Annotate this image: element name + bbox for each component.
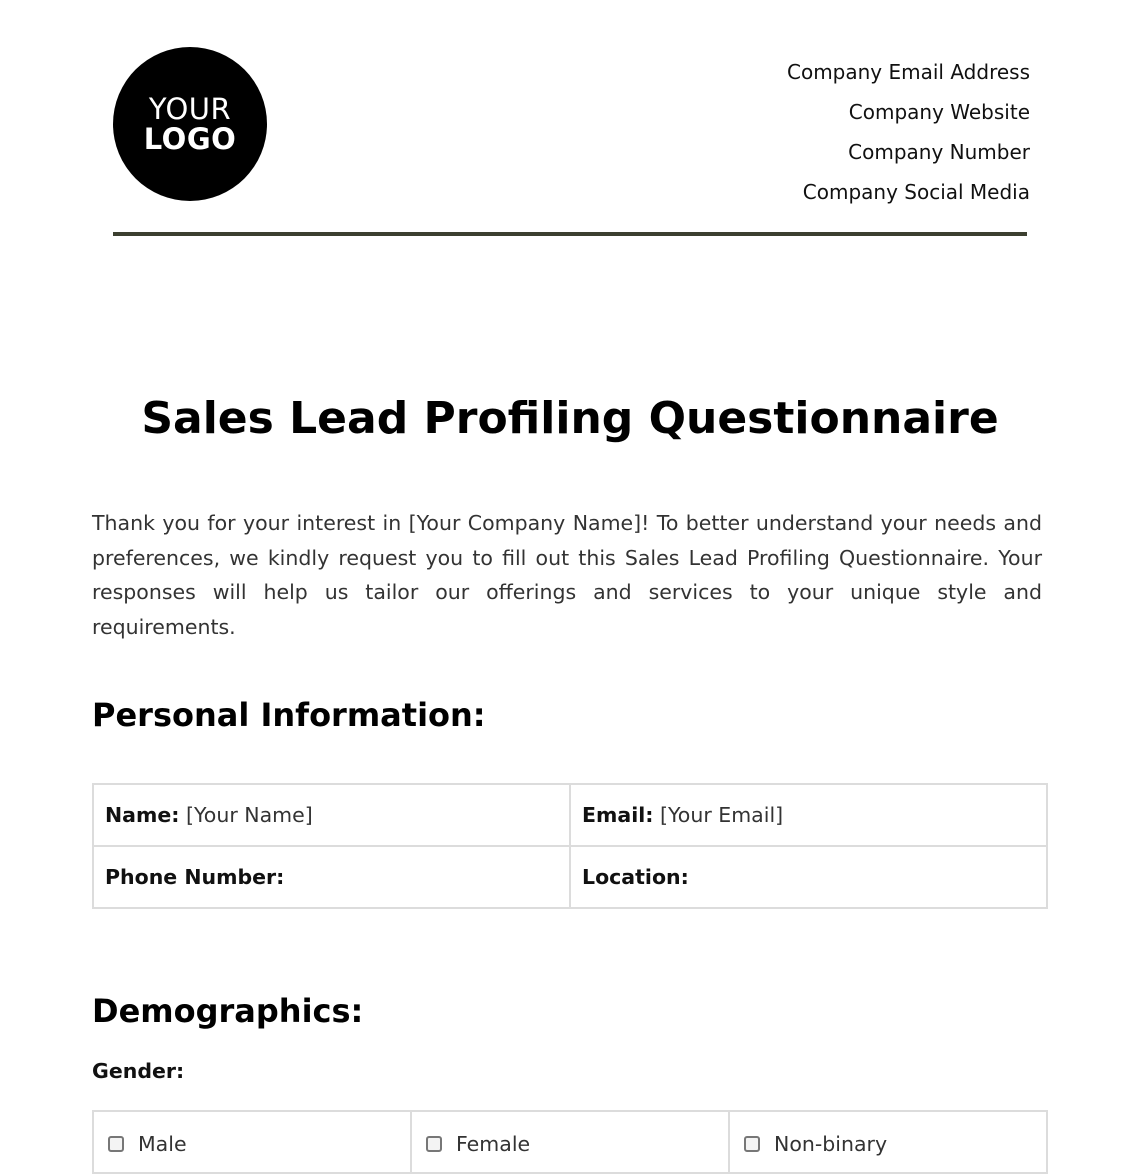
email-value: [Your Email] xyxy=(659,803,784,827)
company-website: Company Website xyxy=(848,100,1030,124)
gender-option-label: Non-binary xyxy=(774,1132,888,1156)
gender-option-non-binary[interactable] xyxy=(729,1111,1047,1173)
logo-line-2: LOGO xyxy=(143,122,237,156)
name-cell[interactable] xyxy=(93,784,570,846)
location-cell[interactable] xyxy=(570,846,1047,908)
company-social-media: Company Social Media xyxy=(802,180,1030,204)
company-email: Company Email Address xyxy=(787,60,1030,84)
intro-paragraph: Thank you for your interest in [Your Company Name]! To better understand your needs and preferences, we kindly request you to fill out this Sales Lead Profiling Questionnaire. Your responses will help us tailor our offerings and services to your unique style and requirements. xyxy=(92,511,1042,639)
email-label: Email: xyxy=(582,803,654,827)
personal-information-heading: Personal Information: xyxy=(92,696,486,734)
checkbox-icon[interactable] xyxy=(744,1136,760,1152)
phone-cell[interactable] xyxy=(93,846,570,908)
name-label: Name: xyxy=(105,803,180,827)
table-row xyxy=(93,846,1047,908)
checkbox-icon[interactable] xyxy=(426,1136,442,1152)
document-title: Sales Lead Profiling Questionnaire xyxy=(141,393,999,444)
name-value: [Your Name] xyxy=(185,803,313,827)
personal-information-table xyxy=(92,783,1048,909)
table-row xyxy=(93,784,1047,846)
demographics-heading: Demographics: xyxy=(92,992,364,1030)
phone-label: Phone Number: xyxy=(105,865,285,889)
gender-label: Gender: xyxy=(92,1059,185,1083)
gender-option-label: Female xyxy=(456,1132,531,1156)
location-label: Location: xyxy=(582,865,689,889)
header-divider xyxy=(113,232,1027,236)
table-row xyxy=(93,1111,1047,1173)
gender-option-female[interactable] xyxy=(411,1111,729,1173)
company-logo xyxy=(113,47,267,201)
gender-option-label: Male xyxy=(138,1132,187,1156)
gender-option-male[interactable] xyxy=(93,1111,411,1173)
company-number: Company Number xyxy=(848,140,1030,164)
company-contact-block xyxy=(787,52,1030,212)
checkbox-icon[interactable] xyxy=(108,1136,124,1152)
email-cell[interactable] xyxy=(570,784,1047,846)
gender-options-table xyxy=(92,1110,1048,1174)
logo-line-1: YOUR xyxy=(148,91,232,126)
